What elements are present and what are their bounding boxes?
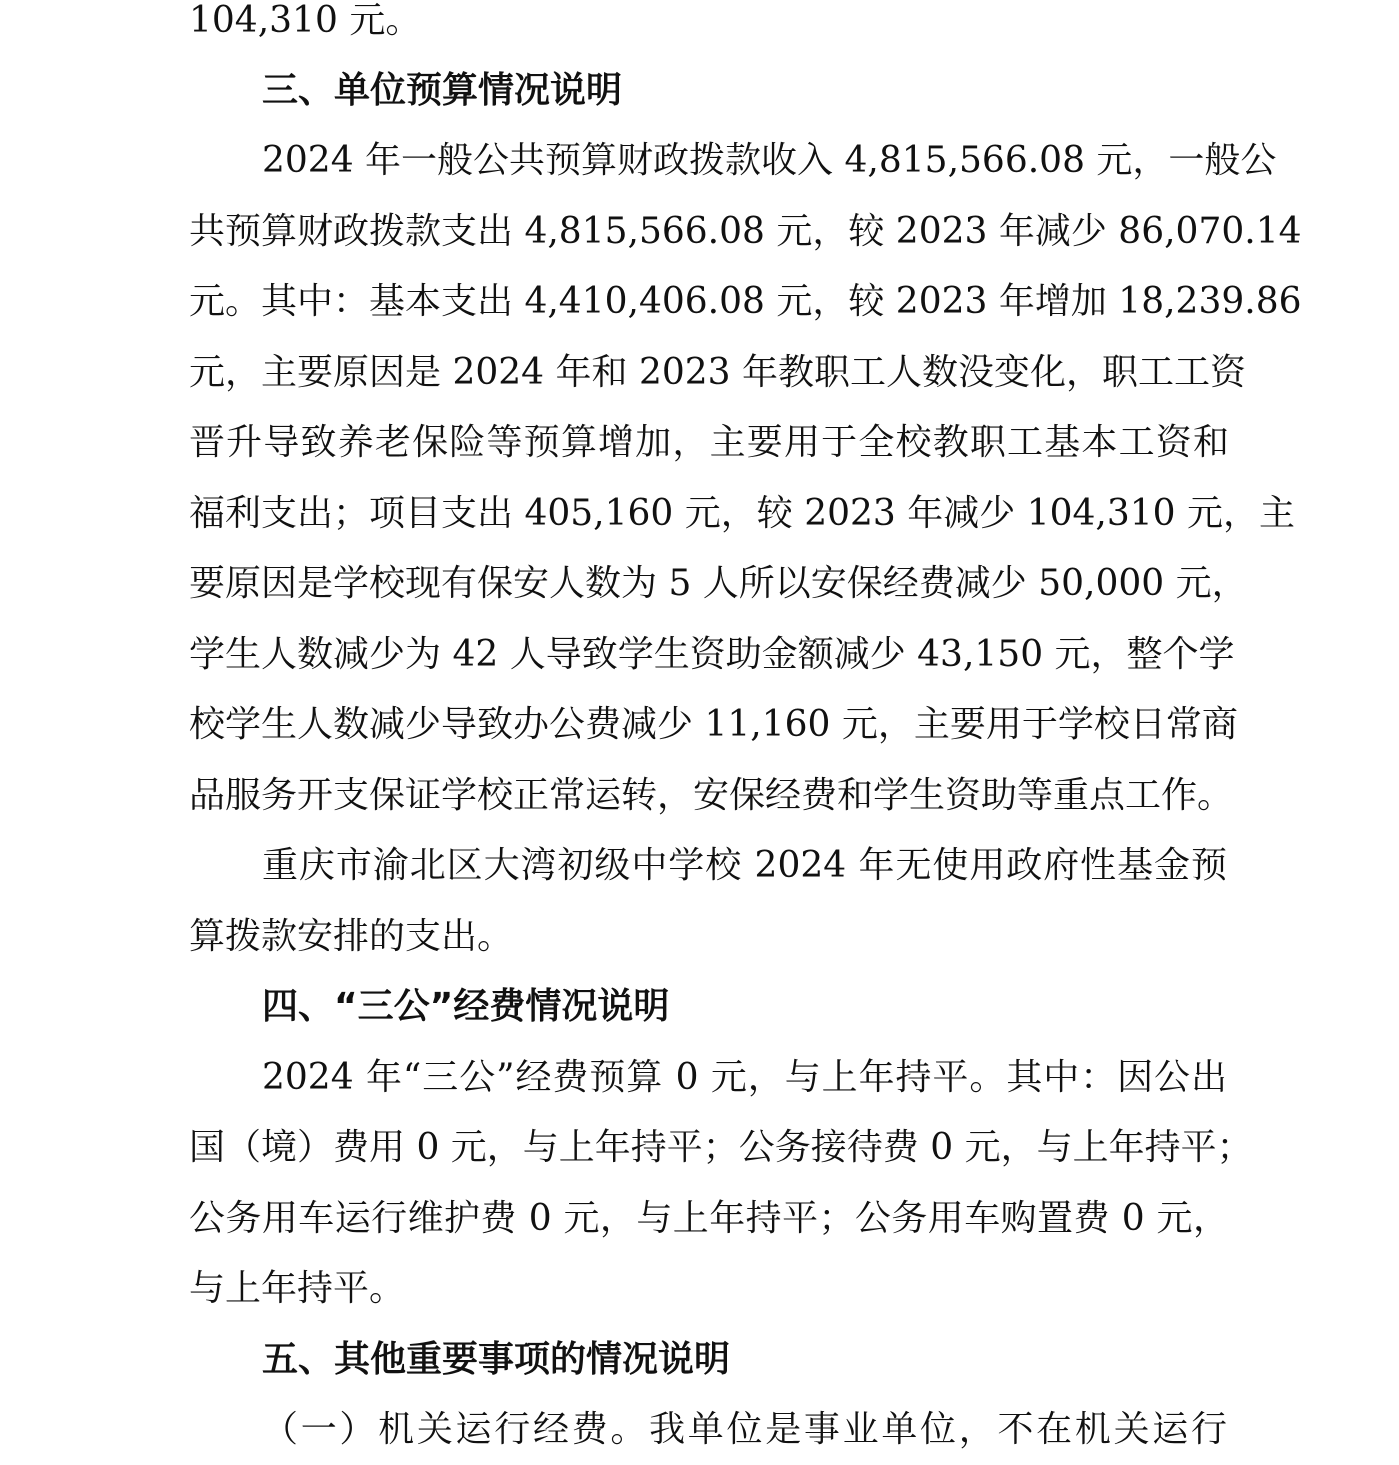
section-heading: 五、其他重要事项的情况说明 [262, 1339, 731, 1380]
section-heading: 四、“三公”经费情况说明 [262, 986, 670, 1027]
body-text-line: 品服务开支保证学校正常运转，安保经费和学生资助等重点工作。 [189, 775, 1234, 816]
body-text-line: 公务用车运行维护费 0 元，与上年持平；公务用车购置费 0 元， [189, 1198, 1229, 1239]
body-text-line: 104,310 元。 [189, 0, 422, 41]
body-text-line: 与上年持平。 [189, 1268, 406, 1309]
body-text-line: 要原因是学校现有保安人数为 5 人所以安保经费减少 50,000 元， [189, 563, 1248, 604]
body-text-line: 共预算财政拨款支出 4,815,566.08 元，较 2023 年减少 86,070.14 [189, 211, 1302, 252]
body-text-line: 元，主要原因是 2024 年和 2023 年教职工人数没变化，职工工资 [189, 352, 1247, 393]
body-text-line: 元。其中：基本支出 4,410,406.08 元，较 2023 年增加 18,239.86 [189, 281, 1302, 322]
body-text-line: 2024 年一般公共预算财政拨款收入 4,815,566.08 元，一般公 [262, 140, 1277, 181]
body-text-line: 晋升导致养老保险等预算增加，主要用于全校教职工基本工资和 [189, 422, 1229, 463]
section-heading: 三、单位预算情况说明 [262, 70, 623, 111]
body-text-line: 国（境）费用 0 元，与上年持平；公务接待费 0 元，与上年持平； [189, 1127, 1253, 1168]
body-text-line: 福利支出；项目支出 405,160 元，较 2023 年减少 104,310 元，主 [189, 493, 1296, 534]
body-text-line: （一）机关运行经费。我单位是事业单位，不在机关运行 [262, 1409, 1227, 1450]
body-text-line: 重庆市渝北区大湾初级中学校 2024 年无使用政府性基金预 [262, 845, 1227, 886]
body-text-line: 2024 年“三公”经费预算 0 元，与上年持平。其中：因公出 [262, 1057, 1227, 1098]
body-text-line: 校学生人数减少导致办公费减少 11,160 元，主要用于学校日常商 [189, 704, 1238, 745]
body-text-line: 算拨款安排的支出。 [189, 916, 514, 957]
body-text-line: 学生人数减少为 42 人导致学生资助金额减少 43,150 元，整个学 [189, 634, 1235, 675]
